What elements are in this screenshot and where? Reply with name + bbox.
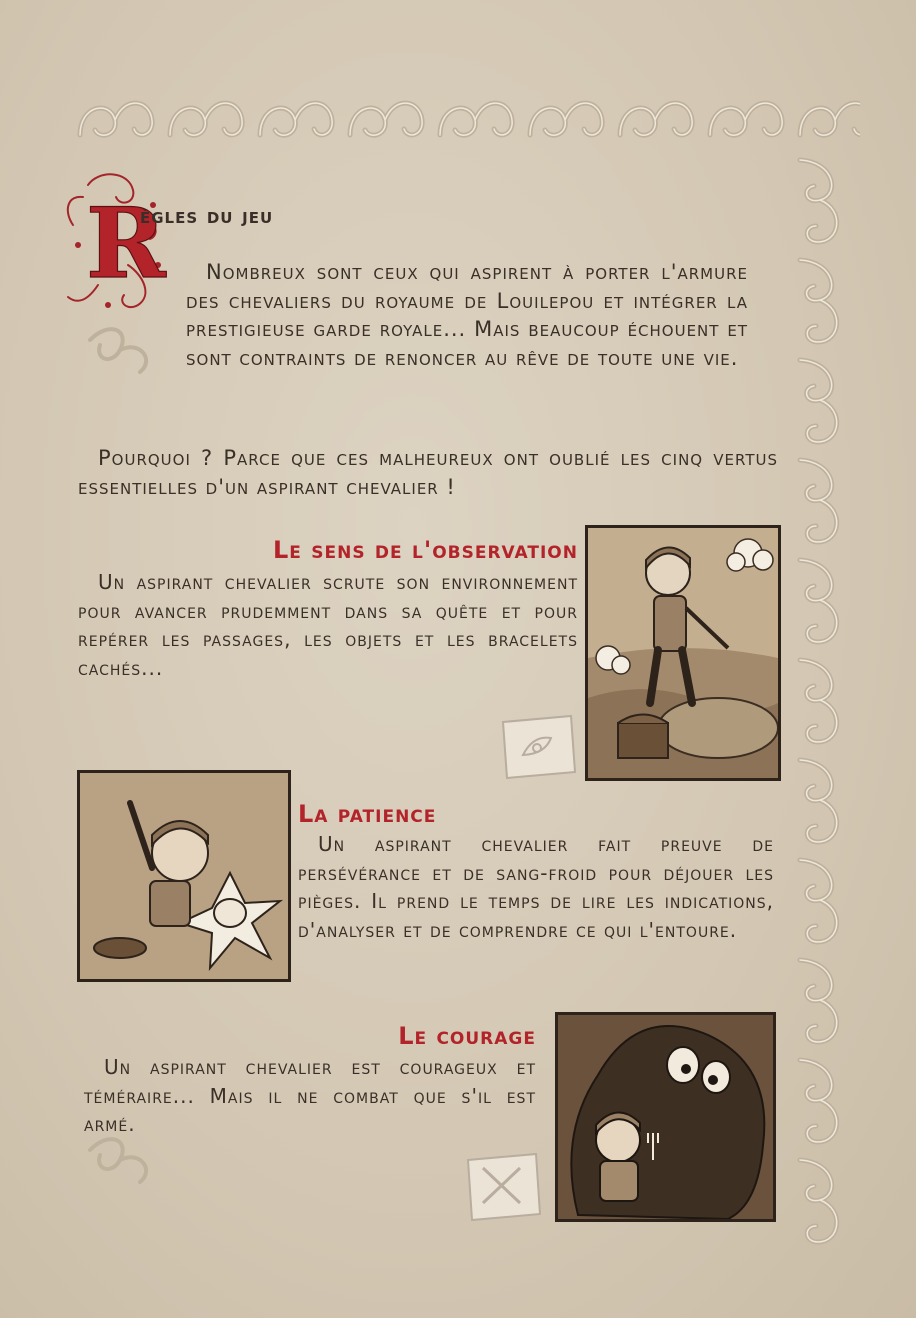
rules-title: ègles du jeu (140, 204, 274, 229)
weapons-scroll-icon (458, 1148, 548, 1226)
section-observation-title: Le sens de l'observation (272, 536, 578, 564)
section-courage-text: Un aspirant chevalier est courageux et téméraire... Mais il ne combat que s'il est armé. (84, 1055, 536, 1136)
courage-illustration (555, 1012, 776, 1222)
section-courage-title: Le courage (398, 1022, 536, 1050)
question-paragraph: Pourquoi ? Parce que ces malheureux ont oublié les cinq vertus essentielles d'un aspirant chevalier ! (78, 446, 778, 499)
drop-cap-letter: R (86, 187, 166, 300)
patience-illustration (77, 770, 291, 982)
observation-illustration (585, 525, 781, 781)
drop-cap-ornament (58, 165, 168, 320)
map-scroll-icon (493, 710, 583, 782)
section-observation-text: Un aspirant chevalier scrute son environnement pour avancer prudemment dans sa quête et pour repérer les passages, les objets et les bracelets cachés... (78, 570, 578, 680)
intro-paragraph: Nombreux sont ceux qui aspirent à porter l'armure des chevaliers du royaume de Louilepou et intégrer la prestigieuse garde royale... Mais beaucoup échouent et sont contraints de renoncer au rêve de toute une vie. (186, 260, 748, 370)
section-patience-text: Un aspirant chevalier fait preuve de persévérance et de sang-froid pour déjouer les pièges. Il prend le temps de lire les indications, d'analyser et de comprendre ce qui l'entoure. (298, 832, 774, 942)
section-patience-title: La patience (298, 800, 437, 828)
